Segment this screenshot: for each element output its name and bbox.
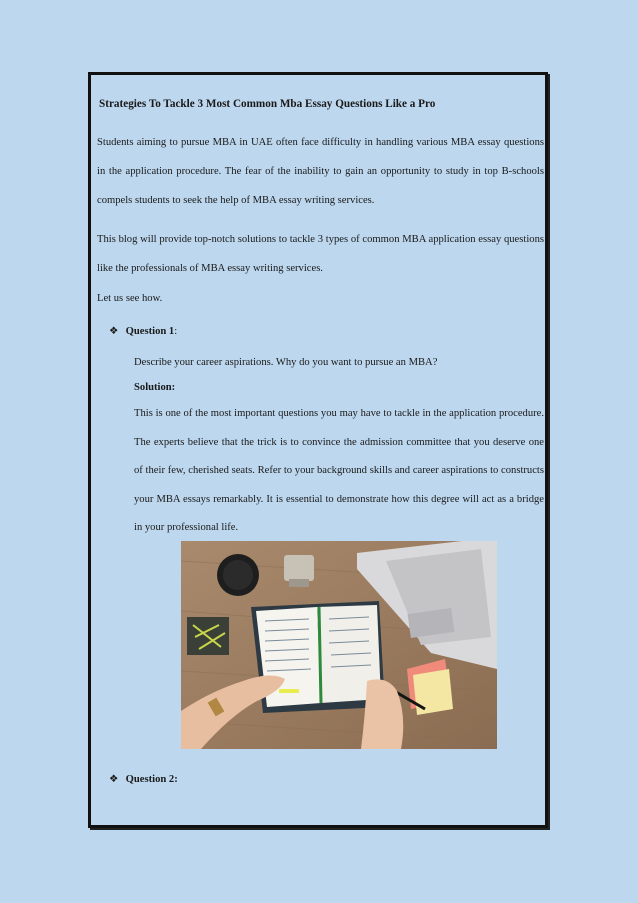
blog-paragraph: This blog will provide top-notch solutions to tackle 3 types of common MBA application essay questions like the professionals of MBA essay writing services. (97, 234, 544, 274)
question-1-heading (109, 325, 177, 337)
question-1-label: Question 1 (125, 326, 175, 337)
diamond-bullet-icon: ❖ (109, 326, 119, 337)
question-1-colon: : (174, 326, 178, 337)
question-2-label: Question 2: (125, 774, 178, 785)
solution-text: This is one of the most important questions you may have to tackle in the application procedure. The experts believe that the trick is to convince the admission committee that you deserve one of their few, cherished seats. Refer to your background skills and career aspirations to constructs your MBA essays remarkably. It is essential to demonstrate how this degree will act as a bridge in your professional life. (134, 408, 544, 533)
question-2-heading (109, 773, 178, 785)
diamond-bullet-icon: ❖ (109, 774, 119, 785)
desk-notebook-photo (181, 541, 497, 749)
solution-label: Solution: (134, 382, 176, 393)
lead-in-paragraph: Let us see how. (97, 293, 163, 304)
document-page (88, 72, 548, 828)
document-title: Strategies To Tackle 3 Most Common Mba Essay Questions Like a Pro (99, 98, 436, 110)
question-1-prompt: Describe your career aspirations. Why do you want to pursue an MBA? (134, 357, 438, 368)
intro-paragraph: Students aiming to pursue MBA in UAE often face difficulty in handling various MBA essay questions in the application procedure. The fear of the inability to gain an opportunity to study in top B-schools compels students to seek the help of MBA essay writing services. (97, 137, 544, 206)
